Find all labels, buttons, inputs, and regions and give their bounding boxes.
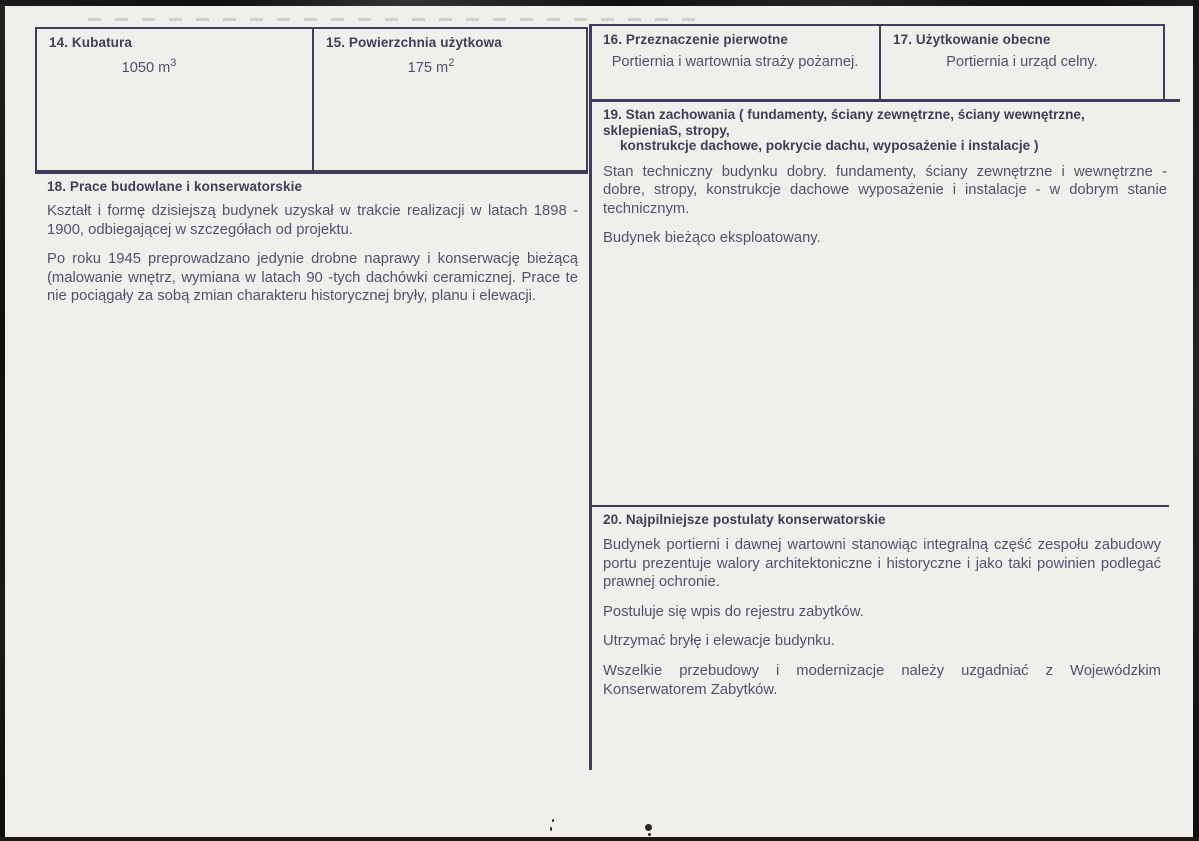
field-16-przeznaczenie	[591, 26, 881, 100]
scan-ghost-line	[88, 18, 696, 21]
fields-16-17-table	[591, 24, 1165, 100]
field-18-paragraph: Po roku 1945 preprowadzano jedynie drobne naprawy i konserwację bieżącą (malowanie wnętrz, wymiana w latach 90 -tych dachówki ceramicznej. Prace te nie pociągały za sobą zmian charakteru historycznej bryły, planu i elewacji.	[47, 251, 578, 305]
field-20-label: 20. Najpilniejsze postulaty konserwatorskie	[603, 512, 886, 527]
field-20-section	[591, 505, 1169, 710]
field-18-label: 18. Prace budowlane i konserwatorskie	[47, 179, 303, 194]
field-19-paragraph: Budynek bieżąco eksploatowany.	[603, 230, 821, 247]
field-17-value: Portiernia i urząd celny.	[946, 54, 1098, 70]
field-20-paragraph: Utrzymać bryłę i elewacje budynku.	[603, 633, 835, 650]
field-15-label: 15. Powierzchnia użytkowa	[326, 35, 502, 50]
field-14-label: 14. Kubatura	[49, 35, 132, 50]
fields-14-15-table	[35, 27, 588, 172]
field-16-value: Portiernia i wartownia straży pożarnej.	[611, 54, 859, 70]
field-14-kubatura	[37, 29, 314, 170]
field-15-powierzchnia	[314, 29, 586, 170]
scan-edge-bottom	[0, 837, 1199, 841]
field-20-paragraph: Postuluje się wpis do rejestru zabytków.	[603, 603, 864, 620]
scan-edge-top	[0, 0, 1199, 6]
field-19-paragraph: Stan techniczny budynku dobry. fundamenty, ściany zewnętrzne i wewnętrzne - dobre, stropy, konstrukcje dachowe wyposażenie i instalacje - w dobrym stanie technicznym.	[603, 163, 1167, 217]
scan-speck	[550, 827, 552, 831]
field-18-section	[35, 172, 588, 317]
field-15-value: 175 $m^2$	[407, 57, 455, 76]
field-14-value: 1050 $m^3$	[121, 57, 177, 76]
scan-speck	[552, 819, 554, 822]
scan-speck	[648, 833, 651, 836]
field-16-label: 16. Przeznaczenie pierwotne	[603, 32, 789, 47]
field-17-uzytkowanie	[881, 26, 1163, 100]
field-19-label: 19. Stan zachowania ( fundamenty, ściany zewnętrzne, ściany wewnętrzne, sklepieniaS, stropy, konstrukcje dachowe, pokrycie dachu, wyposażenie i instalacje )	[603, 107, 1085, 153]
field-18-paragraph: Kształt i formę dzisiejszą budynek uzyskał w trakcie realizacji w latach 1898 - 1900, odbiegającej w szczegółach od projektu.	[47, 203, 578, 238]
scan-edge-right	[1193, 0, 1199, 841]
field-20-paragraph: Budynek portierni i dawnej wartowni stanowiąc integralną część zespołu zabudowy portu prezentuje walory architektoniczne i historyczne i jako taki powinien podlegać prawnej ochronie.	[603, 537, 1161, 591]
rule-under-16-17	[591, 99, 1180, 102]
scan-speck	[645, 824, 652, 831]
field-17-label: 17. Użytkowanie obecne	[893, 32, 1051, 47]
field-20-paragraph: Wszelkie przebudowy i modernizacje należy uzgadniać z Wojewódzkim Konserwatorem Zabytków.	[603, 662, 1161, 698]
scan-edge-left	[0, 4, 5, 841]
field-19-section	[591, 104, 1175, 259]
